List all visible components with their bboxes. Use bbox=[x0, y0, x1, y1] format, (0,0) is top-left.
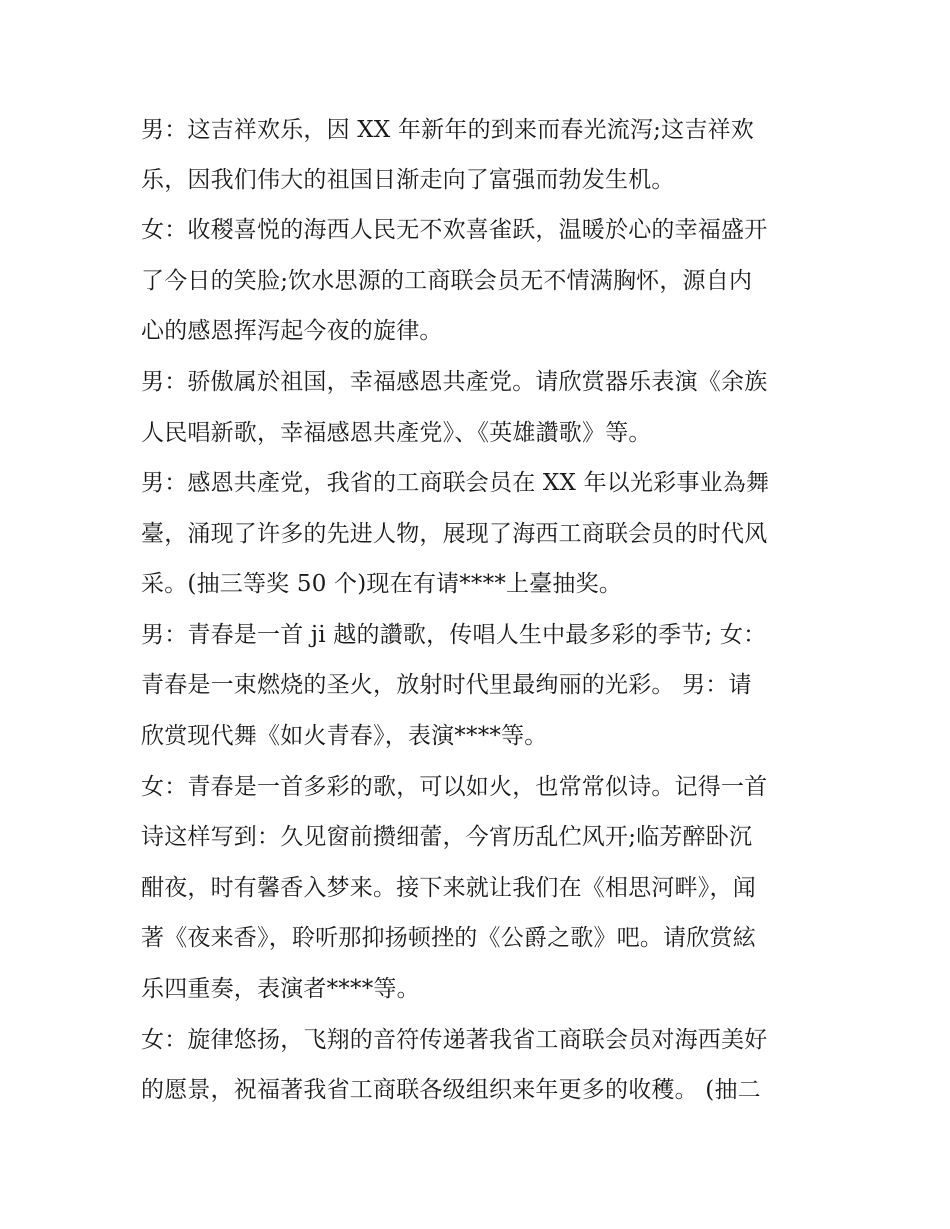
text-line: 乐四重奏，表演者****等。 bbox=[141, 976, 420, 1002]
text-line: 了今日的笑脸;饮水思源的工商联会员无不情满胸怀，源自内 bbox=[141, 268, 753, 294]
text-line: 女：旋律悠扬，飞翔的音符传递著我省工商联会员对海西美好 bbox=[141, 1027, 768, 1053]
text-line: 人民唱新歌，幸福感恩共產党》、《英雄讚歌》等。 bbox=[141, 420, 652, 446]
text-line: 采。(抽三等奖 50 个)现在有请****上臺抽奖。 bbox=[141, 571, 623, 597]
text-line: 女：青春是一首多彩的歌，可以如火，也常常似诗。记得一首 bbox=[141, 774, 768, 800]
text-line: 乐，因我们伟大的祖国日渐走向了富强而勃发生机。 bbox=[141, 167, 675, 193]
text-line: 心的感恩挥泻起今夜的旋律。 bbox=[141, 318, 443, 344]
text-line: 男：这吉祥欢乐，因 XX 年新年的到来而春光流泻;这吉祥欢 bbox=[141, 117, 754, 143]
text-line: 男：感恩共產党，我省的工商联会员在 XX 年以光彩事业為舞 bbox=[141, 470, 770, 496]
text-line: 诗这样写到：久见窗前攒细蕾，今宵历乱伫风开;临芳醉卧沉 bbox=[141, 824, 753, 850]
text-line: 臺，涌现了许多的先进人物，展现了海西工商联会员的时代风 bbox=[141, 521, 768, 547]
text-line: 酣夜，时有馨香入梦来。接下来就让我们在《相思河畔》，闻 bbox=[141, 875, 756, 901]
text-line: 女：收稯喜悦的海西人民无不欢喜雀跃，温暖於心的幸福盛开 bbox=[141, 217, 768, 243]
text-line: 青春是一束燃烧的圣火，放射时代里最绚丽的光彩。 男：请 bbox=[141, 672, 752, 698]
text-line: 男：骄傲属於祖国，幸福感恩共產党。请欣赏器乐表演《余族 bbox=[141, 369, 768, 395]
text-line: 男：青春是一首 ji 越的讚歌，传唱人生中最多彩的季节; 女： bbox=[141, 622, 767, 648]
text-line: 欣赏现代舞《如火青春》，表演****等。 bbox=[141, 723, 548, 749]
text-line: 的愿景，祝福著我省工商联各级组织来年更多的收穫。 (抽二 bbox=[141, 1077, 761, 1103]
text-line: 著《夜来香》，聆听那抑扬顿挫的《公爵之歌》吧。请欣赏絃 bbox=[141, 925, 756, 951]
